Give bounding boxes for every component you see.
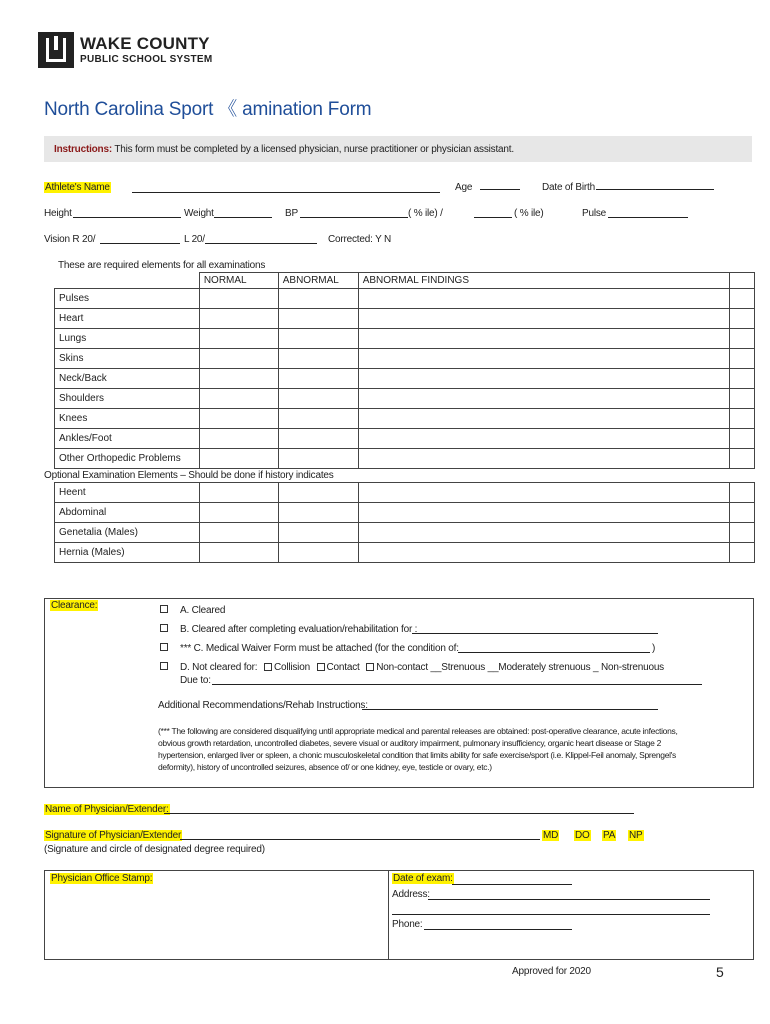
instructions-box bbox=[44, 136, 752, 162]
exam-element-label: Heart bbox=[55, 309, 200, 329]
additional-field[interactable] bbox=[362, 709, 658, 710]
table-row bbox=[55, 329, 755, 349]
findings-cell[interactable] bbox=[358, 389, 729, 409]
approved-text: Approved for 2020 bbox=[512, 966, 591, 977]
weight-label: Weight bbox=[184, 208, 214, 219]
extra-cell[interactable] bbox=[730, 483, 755, 503]
findings-cell[interactable] bbox=[358, 369, 729, 389]
findings-cell[interactable] bbox=[358, 543, 729, 563]
not-cleared-option: D. Not cleared for: bbox=[180, 662, 258, 673]
findings-cell[interactable] bbox=[358, 309, 729, 329]
exam-element-label: Neck/Back bbox=[55, 369, 200, 389]
table-row bbox=[55, 429, 755, 449]
waiver-condition-field[interactable] bbox=[458, 652, 650, 653]
exam-element-label: Lungs bbox=[55, 329, 200, 349]
abnormal-cell[interactable] bbox=[278, 309, 358, 329]
waiver-checkbox[interactable] bbox=[160, 643, 168, 651]
waiver-option: *** C. Medical Waiver Form must be attached (for the condition of: bbox=[180, 643, 459, 654]
exam-element-label: Other Orthopedic Problems bbox=[55, 449, 200, 469]
address-field-1[interactable] bbox=[428, 899, 710, 900]
findings-cell[interactable] bbox=[358, 409, 729, 429]
abnormal-cell[interactable] bbox=[278, 369, 358, 389]
note-line-2: obvious growth retardation, uncontrolled diabetes, severe visual or auditory impairment, pulmonary insufficiency, organic heart disease or Stage 2 bbox=[158, 738, 662, 748]
findings-cell[interactable] bbox=[358, 429, 729, 449]
exam-element-label: Pulses bbox=[55, 289, 200, 309]
normal-cell[interactable] bbox=[199, 409, 278, 429]
cleared-after-field[interactable] bbox=[412, 633, 658, 634]
dob-field[interactable] bbox=[596, 189, 714, 190]
cleared-option: A. Cleared bbox=[180, 605, 226, 616]
athlete-name-field[interactable] bbox=[132, 192, 440, 193]
extra-cell[interactable] bbox=[730, 429, 755, 449]
pulse-field[interactable] bbox=[608, 217, 688, 218]
exam-element-label: Shoulders bbox=[55, 389, 200, 409]
exam-element-label: Knees bbox=[55, 409, 200, 429]
optional-exam-table bbox=[54, 482, 755, 563]
bp-percentile-1: ( % ile) / bbox=[408, 208, 443, 219]
normal-cell[interactable] bbox=[199, 349, 278, 369]
stamp-divider bbox=[388, 870, 389, 960]
page-number: 5 bbox=[716, 964, 724, 980]
abnormal-cell[interactable] bbox=[278, 483, 358, 503]
bp-diastolic-field[interactable] bbox=[474, 217, 512, 218]
abnormal-cell[interactable] bbox=[278, 349, 358, 369]
findings-cell[interactable] bbox=[358, 483, 729, 503]
findings-cell[interactable] bbox=[358, 523, 729, 543]
normal-cell[interactable] bbox=[199, 483, 278, 503]
exam-element-label: Skins bbox=[55, 349, 200, 369]
exam-element-label: Heent bbox=[55, 483, 200, 503]
corrected-label: Corrected: Y N bbox=[328, 234, 391, 245]
degree-do[interactable]: DO bbox=[575, 830, 590, 841]
form-title: North Carolina Sport 《 amination Form bbox=[44, 99, 372, 120]
findings-cell[interactable] bbox=[358, 503, 729, 523]
instructions-text: This form must be completed by a licensed physician, nurse practitioner or physician assistant. bbox=[114, 144, 514, 155]
abnormal-cell[interactable] bbox=[278, 503, 358, 523]
address-field-2[interactable] bbox=[392, 914, 710, 915]
exam-date-label: Date of exam: bbox=[393, 873, 453, 884]
abnormal-cell[interactable] bbox=[278, 449, 358, 469]
extra-cell[interactable] bbox=[730, 369, 755, 389]
extra-cell[interactable] bbox=[730, 503, 755, 523]
bp-field[interactable] bbox=[300, 217, 408, 218]
address-label: Address: bbox=[392, 889, 430, 900]
exam-element-label: Hernia (Males) bbox=[55, 543, 200, 563]
normal-cell[interactable] bbox=[199, 429, 278, 449]
findings-cell[interactable] bbox=[358, 329, 729, 349]
collision-label: Collision bbox=[273, 662, 310, 673]
abnormal-cell[interactable] bbox=[278, 389, 358, 409]
extra-cell[interactable] bbox=[730, 389, 755, 409]
col-normal: NORMAL bbox=[199, 273, 278, 289]
note-line-4: deformity), history of uncontrolled seizures, absence of/ or one kidney, eye, testicle or ovary, etc.) bbox=[158, 762, 492, 772]
degree-np[interactable]: NP bbox=[629, 830, 643, 841]
not-cleared-checkbox[interactable] bbox=[160, 662, 168, 670]
age-field[interactable] bbox=[480, 189, 520, 190]
physician-name-field[interactable] bbox=[164, 813, 634, 814]
table-row bbox=[55, 523, 755, 543]
table-row bbox=[55, 389, 755, 409]
cleared-checkbox[interactable] bbox=[160, 605, 168, 613]
abnormal-cell[interactable] bbox=[278, 409, 358, 429]
extra-cell[interactable] bbox=[730, 523, 755, 543]
cleared-after-option: B. Cleared after completing evaluation/rehabilitation for : bbox=[180, 624, 418, 635]
extra-cell[interactable] bbox=[730, 349, 755, 369]
normal-cell[interactable] bbox=[199, 389, 278, 409]
table-row bbox=[55, 483, 755, 503]
stamp-label: Physician Office Stamp: bbox=[51, 873, 153, 884]
collision-checkbox[interactable] bbox=[264, 663, 272, 671]
abnormal-cell[interactable] bbox=[278, 429, 358, 449]
weight-field[interactable] bbox=[214, 217, 272, 218]
table-row bbox=[55, 309, 755, 329]
exam-element-label: Ankles/Foot bbox=[55, 429, 200, 449]
exam-element-label: Abdominal bbox=[55, 503, 200, 523]
findings-cell[interactable] bbox=[358, 349, 729, 369]
required-exam-table bbox=[54, 272, 755, 469]
normal-cell[interactable] bbox=[199, 309, 278, 329]
findings-cell[interactable] bbox=[358, 449, 729, 469]
physician-name-label: Name of Physician/Extender: bbox=[45, 804, 169, 815]
contact-label: Contact bbox=[326, 662, 360, 673]
height-label: Height bbox=[44, 208, 72, 219]
dob-label: Date of Birth bbox=[542, 182, 595, 193]
extra-cell[interactable] bbox=[730, 409, 755, 429]
table-row bbox=[55, 543, 755, 563]
abnormal-cell[interactable] bbox=[278, 543, 358, 563]
phone-label: Phone: bbox=[392, 919, 423, 930]
normal-cell[interactable] bbox=[199, 503, 278, 523]
extra-cell[interactable] bbox=[730, 543, 755, 563]
bp-label: BP bbox=[285, 208, 298, 219]
due-to-field[interactable] bbox=[212, 684, 702, 685]
wcpss-logo-icon bbox=[38, 32, 74, 68]
normal-cell[interactable] bbox=[199, 523, 278, 543]
athlete-name-label: Athlete's Name bbox=[45, 182, 110, 193]
normal-cell[interactable] bbox=[199, 329, 278, 349]
col-findings: ABNORMAL FINDINGS bbox=[358, 273, 729, 289]
abnormal-cell[interactable] bbox=[278, 329, 358, 349]
age-label: Age bbox=[455, 182, 473, 193]
table-row bbox=[55, 449, 755, 469]
signature-label: Signature of Physician/Extender bbox=[45, 830, 182, 841]
vision-r-label: Vision R 20/ bbox=[44, 234, 96, 245]
table-row bbox=[55, 369, 755, 389]
waiver-close-paren: ) bbox=[652, 643, 656, 654]
required-caption: These are required elements for all examinations bbox=[58, 260, 266, 271]
abnormal-cell[interactable] bbox=[278, 289, 358, 309]
logo-title: WAKE COUNTY bbox=[80, 34, 210, 53]
normal-cell[interactable] bbox=[199, 449, 278, 469]
logo-subtitle: PUBLIC SCHOOL SYSTEM bbox=[80, 54, 213, 65]
clearance-label: Clearance: bbox=[51, 600, 98, 611]
note-line-3: hypertension, enlarged liver or spleen, a chonic musculoskeletal condition that limits ability for safe exercise/sport (i.e. Klippel-Feil anomaly, Sprengel's bbox=[158, 750, 677, 760]
degree-pa[interactable]: PA bbox=[603, 830, 616, 841]
exam-element-label: Genetalia (Males) bbox=[55, 523, 200, 543]
noncontact-label: Non-contact __Strenuous __Moderately strenuous _ Non-strenuous bbox=[376, 662, 664, 673]
table-row bbox=[55, 409, 755, 429]
col-abnormal: ABNORMAL bbox=[278, 273, 358, 289]
degree-md[interactable]: MD bbox=[543, 830, 559, 841]
extra-cell[interactable] bbox=[730, 289, 755, 309]
table-row bbox=[55, 503, 755, 523]
signature-field[interactable] bbox=[180, 839, 540, 840]
normal-cell[interactable] bbox=[199, 369, 278, 389]
optional-caption: Optional Examination Elements – Should be done if history indicates bbox=[44, 470, 334, 481]
exam-date-field[interactable] bbox=[452, 884, 572, 885]
phone-field[interactable] bbox=[424, 929, 572, 930]
instructions-label: Instructions: bbox=[54, 144, 112, 155]
table-row bbox=[55, 349, 755, 369]
contact-checkbox[interactable] bbox=[317, 663, 325, 671]
vision-l-field[interactable] bbox=[205, 243, 317, 244]
noncontact-checkbox[interactable] bbox=[366, 663, 374, 671]
vision-l-label: L 20/ bbox=[184, 234, 205, 245]
signature-note: (Signature and circle of designated degree required) bbox=[44, 844, 265, 855]
additional-label: Additional Recommendations/Rehab Instructions: bbox=[158, 700, 368, 711]
cleared-after-checkbox[interactable] bbox=[160, 624, 168, 632]
extra-cell[interactable] bbox=[730, 449, 755, 469]
normal-cell[interactable] bbox=[199, 543, 278, 563]
extra-cell[interactable] bbox=[730, 329, 755, 349]
bp-percentile-2: ( % ile) bbox=[514, 208, 544, 219]
note-line-1: (*** The following are considered disqualifying until appropriate medical and parental releases are obtained: post-operative clearance, acute infections, bbox=[158, 726, 678, 736]
pulse-label: Pulse bbox=[582, 208, 607, 219]
table-row bbox=[55, 289, 755, 309]
due-to-label: Due to: bbox=[180, 675, 211, 686]
findings-cell[interactable] bbox=[358, 289, 729, 309]
normal-cell[interactable] bbox=[199, 289, 278, 309]
abnormal-cell[interactable] bbox=[278, 523, 358, 543]
height-field[interactable] bbox=[73, 217, 181, 218]
vision-r-field[interactable] bbox=[100, 243, 180, 244]
extra-cell[interactable] bbox=[730, 309, 755, 329]
